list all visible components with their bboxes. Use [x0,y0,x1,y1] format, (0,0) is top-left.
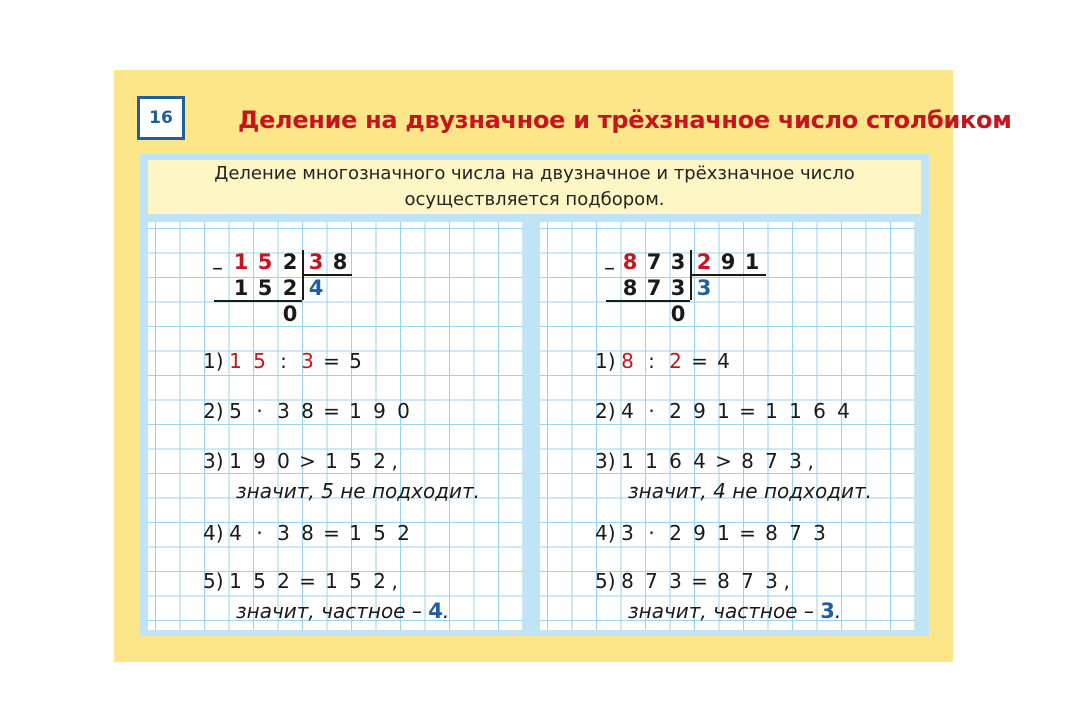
token: 6 [669,449,682,473]
divisor-digit: 8 [332,250,348,274]
token: 2 [669,349,682,373]
token: 2 [373,449,386,473]
subtrahend-digit: 1 [233,276,249,300]
token: 2 [397,521,410,545]
token: 9 [693,399,706,423]
remainder: 0 [282,302,298,326]
token: 3 [301,349,314,373]
page-number-badge: 16 [137,96,185,140]
token: · [256,521,263,545]
divisor-digit: 1 [744,250,760,274]
token: = [739,399,756,423]
note-text: значит, частное – [628,599,814,623]
step-label: 4) [203,521,224,545]
quotient: 4 [308,276,324,300]
step-label: 2) [595,399,616,423]
minus-sign: – [212,256,223,281]
token: 1 [349,521,362,545]
token: 0 [277,449,290,473]
step-5 [203,568,398,594]
token: 2 [669,521,682,545]
subtrahend-digit: 2 [282,276,298,300]
token: 7 [741,569,754,593]
token: 1 [325,569,338,593]
example-panel-left [148,222,523,630]
step-4 [203,520,416,546]
step-label: 3) [595,449,616,473]
subtrahend-digit: 8 [622,276,638,300]
token: 3 [765,569,778,593]
token: = [691,349,708,373]
subtrahend-digit: 3 [670,276,686,300]
token: 1 [717,521,730,545]
token: , [391,569,398,593]
step-5 [595,568,790,594]
token: · [648,521,655,545]
token: 7 [789,521,802,545]
divisor-digit: 3 [308,250,324,274]
token: 8 [621,569,634,593]
token: · [256,399,263,423]
rule-line-2: осуществляется подбором. [404,189,665,210]
token: 4 [621,399,634,423]
token: 2 [669,399,682,423]
note-period: . [834,599,842,623]
dividend-digit: 3 [670,250,686,274]
step-3 [595,448,814,474]
divisor-digit: 2 [696,250,712,274]
token: 1 [229,449,242,473]
token: 3 [277,521,290,545]
token: = [739,521,756,545]
step-2 [595,398,856,424]
step-5-note [628,598,841,624]
example-panel-right [540,222,915,630]
token: 9 [373,399,386,423]
note-text: значит, частное – [236,599,422,623]
step-label: 5) [595,569,616,593]
token: 9 [253,449,266,473]
step-1 [203,348,368,374]
token: 5 [253,569,266,593]
token: : [280,349,287,373]
dividend-digit: 5 [257,250,273,274]
dividend-digit: 7 [646,250,662,274]
rule-line-1: Деление многозначного числа на двузначное и трёхзначное число [214,163,855,184]
token: = [691,569,708,593]
token: 1 [789,399,802,423]
token: 8 [717,569,730,593]
token: 7 [765,449,778,473]
token: 3 [277,399,290,423]
step-label: 3) [203,449,224,473]
token: 8 [301,399,314,423]
token: = [323,399,340,423]
token: 2 [277,569,290,593]
subtrahend-digit: 7 [646,276,662,300]
token: 4 [693,449,706,473]
token: , [783,569,790,593]
token: 4 [837,399,850,423]
step-label: 2) [203,399,224,423]
token: · [648,399,655,423]
page-title: Деление на двузначное и трёхзначное число столбиком [238,106,1012,134]
step-3-note: значит, 5 не подходит. [236,479,481,503]
token: , [391,449,398,473]
remainder: 0 [670,302,686,326]
token: : [648,349,655,373]
token: 0 [397,399,410,423]
dividend-digit: 1 [233,250,249,274]
token: 2 [373,569,386,593]
step-1 [595,348,736,374]
token: 1 [325,449,338,473]
divisor-digit: 9 [720,250,736,274]
token: 1 [349,399,362,423]
step-label: 4) [595,521,616,545]
token: 5 [349,349,362,373]
token: 7 [645,569,658,593]
step-label: 5) [203,569,224,593]
token: 5 [253,349,266,373]
quotient: 3 [696,276,712,300]
token: 3 [621,521,634,545]
token: 6 [813,399,826,423]
token: = [323,521,340,545]
token: 5 [349,569,362,593]
subtrahend-digit: 5 [257,276,273,300]
token: 3 [669,569,682,593]
token: 9 [693,521,706,545]
token: > [715,449,732,473]
token: 8 [621,349,634,373]
rule-box [148,160,921,214]
token: 1 [229,569,242,593]
token: 8 [741,449,754,473]
answer: 3 [820,599,835,623]
token: 8 [301,521,314,545]
minus-sign: – [604,256,615,281]
token: > [299,449,316,473]
dividend-digit: 2 [282,250,298,274]
step-label: 1) [203,349,224,373]
dividend-digit: 8 [622,250,638,274]
token: 8 [765,521,778,545]
token: 3 [789,449,802,473]
token: 3 [813,521,826,545]
token: = [323,349,340,373]
step-4 [595,520,832,546]
token: 4 [229,521,242,545]
token: 1 [645,449,658,473]
step-label: 1) [595,349,616,373]
step-5-note [236,598,449,624]
token: 5 [373,521,386,545]
token: = [299,569,316,593]
token: 5 [229,399,242,423]
token: 1 [717,399,730,423]
step-3 [203,448,398,474]
note-period: . [442,599,450,623]
token: , [807,449,814,473]
token: 1 [621,449,634,473]
step-3-note: значит, 4 не подходит. [628,479,873,503]
token: 1 [229,349,242,373]
token: 5 [349,449,362,473]
step-2 [203,398,416,424]
answer: 4 [428,599,443,623]
token: 1 [765,399,778,423]
token: 4 [717,349,730,373]
